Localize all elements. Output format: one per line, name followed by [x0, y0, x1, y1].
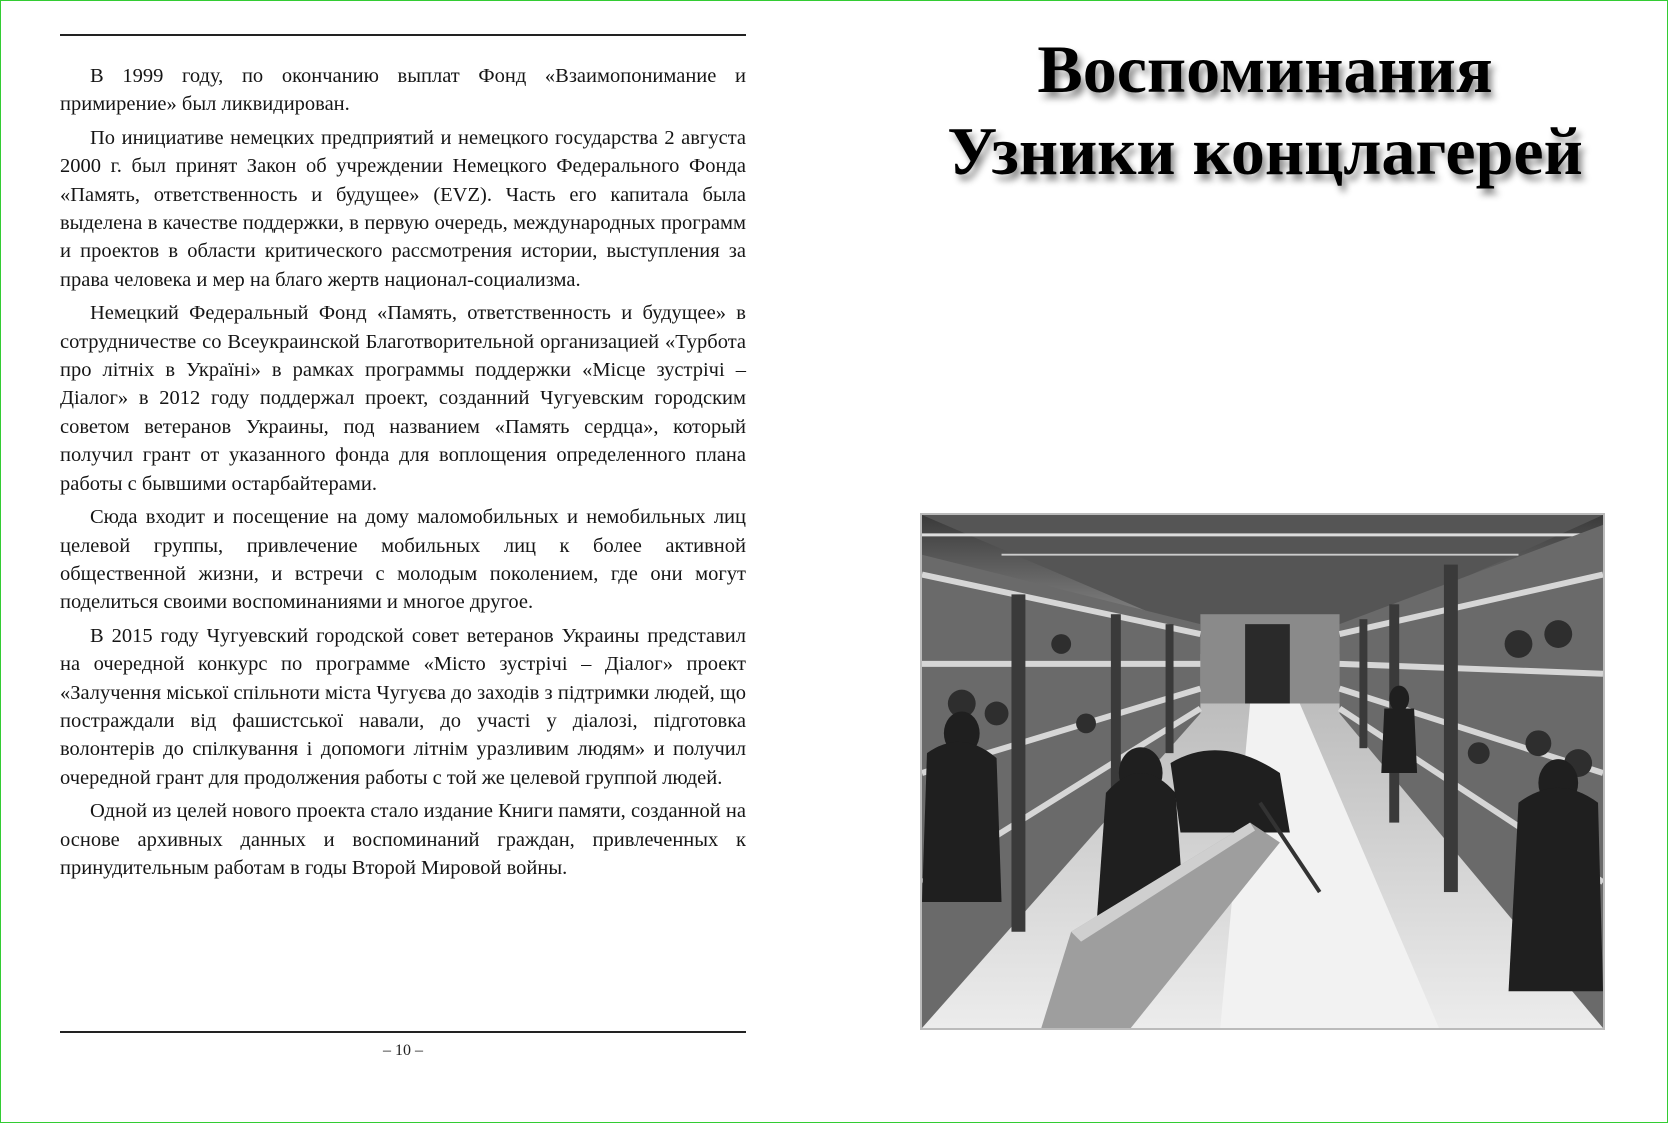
- page-number: – 10 –: [383, 1042, 423, 1059]
- paragraph-2: По инициативе немецких предприятий и немецкого государства 2 августа 2000 г. был принят Закон об учреждении Немецкого Федерального Фонда «Память, ответственность и будущее» (EVZ). Часть его капитала была выделена в качестве поддержки, в первую очередь, международных программ и проектов в области критического рассмотрения истории, выступления за права человека и мер на благо жертв национал-социализма.: [60, 126, 746, 291]
- section-title: [895, 28, 1635, 192]
- paragraph-1: В 1999 году, по окончанию выплат Фонд «Взаимопонимание и примирение» был ликвидирован.: [60, 65, 746, 116]
- paragraph-3: Немецкий Федеральный Фонд «Память, ответственность и будущее» в сотрудничестве со Всеукраинской Благотворительной организацией «Турбота про літніх в Україні» в рамках программы поддержки «Місце зустрічі – Діалог» в 2012 году поддержал проект, созданний Чугуевским городским советом ветеранов Украины, под названием «Память сердца», который получил грант от указанного фонда для воплощения определенного плана работы с бывшими остарбайтерами.: [60, 302, 746, 495]
- bottom-rule: [60, 1031, 746, 1033]
- barracks-photo-illustration: [922, 515, 1603, 1028]
- barracks-photo: [920, 513, 1605, 1030]
- paragraph-6: Одной из целей нового проекта стало издание Книги памяти, созданной на основе архивных данных и воспоминаний граждан, привлеченных к принудительным работам в годы Второй Мировой войны.: [60, 800, 746, 879]
- top-rule: [60, 34, 746, 36]
- paragraph-4: Сюда входит и посещение на дому маломобильных и немобильных лиц целевой группы, привлечение мобильных лиц к более активной общественной жизни, и встречи с молодым поколением, где они могут поделиться своими воспоминаниями и многое другое.: [60, 506, 746, 614]
- paragraph-5: В 2015 году Чугуевский городской совет ветеранов Украины представил на очередной конкурс по программе «Місто зустрічі – Діалог» проект «Залучення міської спільноти міста Чугуєва до заходів з підтримки людей, що постраждали від фашистської навали, до участі у діалозі, підготовка волонтерів до спілкування і допомоги літнім уразливим людям» и получил очередной грант для продолжения работы с той же целевой группой людей.: [60, 624, 746, 789]
- left-page-text: [60, 62, 746, 887]
- title-line-1: Воспоминания: [1037, 31, 1493, 107]
- title-line-2: Узники концлагерей: [947, 113, 1583, 189]
